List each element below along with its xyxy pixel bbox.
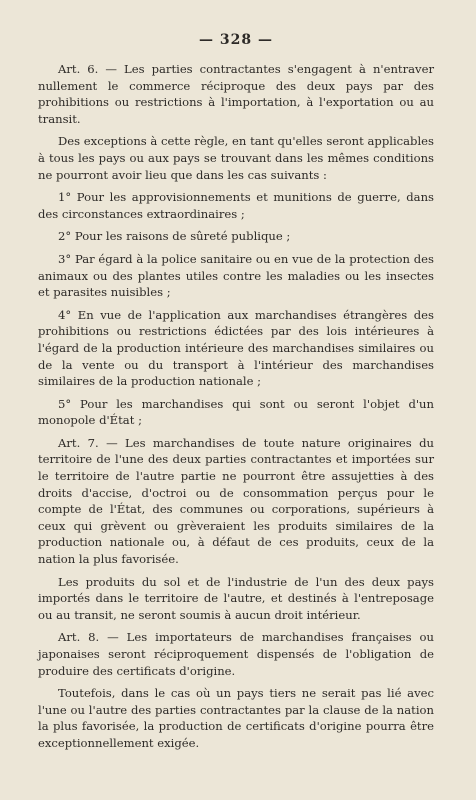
- exception-item-5: 5° Pour les marchandises qui sont ou seront l'objet d'un monopole d'État ;: [38, 396, 434, 428]
- article-7-paragraph: Art. 7. — Les marchandises de toute nature originaires du territoire de l'une des deux parties contractantes et importées sur le territoire de l'autre partie ne pourront être assujetties à des droits d'accise, d'octroi ou de consommation perçus pour le compte de l'État, des communes ou corporations, supérieurs à ceux qui grèvent ou grèveraient les produits similaires de la production nationale ou, à défaut de ces produits, ceux de la nation la plus favorisée.: [38, 435, 434, 567]
- products-paragraph: Les produits du sol et de l'industrie de l'un des deux pays importés dans le territoire de l'autre, et destinés à l'entreposage ou au transit, ne seront soumis à aucun droit intérieur.: [38, 574, 434, 622]
- exception-item-4: 4° En vue de l'application aux marchandises étrangères des prohibitions ou restrictions édictées par des lois intérieures à l'égard de la production intérieure des marchandises similaires ou de la vente ou du transport à l'intérieur des marchandises similaires de la production nationale ;: [38, 307, 434, 389]
- exception-origin-paragraph: Toutefois, dans le cas où un pays tiers ne serait pas lié avec l'une ou l'autre des parties contractantes par la clause de la nation la plus favorisée, la production de certificats d'origine pourra être exceptionnellement exigée.: [38, 686, 434, 750]
- exception-item-1: 1° Pour les approvisionnements et munitions de guerre, dans des circonstances extraordinaires ;: [38, 190, 434, 221]
- document-body: [38, 61, 434, 752]
- article-6-paragraph: Art. 6. — Les parties contractantes s'engagent à n'entraver nullement le commerce réciproque des deux pays par des prohibitions ou restrictions à l'importation, à l'exportation ou au transit.: [38, 62, 434, 126]
- exception-item-3: 3° Par égard à la police sanitaire ou en vue de la protection des animaux ou des plantes utiles contre les maladies ou les insectes et parasites nuisibles ;: [38, 251, 434, 300]
- exception-item-2: 2° Pour les raisons de sûreté publique ;: [58, 229, 291, 244]
- exceptions-paragraph: Des exceptions à cette règle, en tant qu'elles seront applicables à tous les pays ou aux pays se trouvant dans les mêmes conditions ne pourront avoir lieu que dans les cas suivants :: [38, 134, 434, 182]
- page-number: — 328 —: [199, 32, 273, 48]
- article-8-paragraph: Art. 8. — Les importateurs de marchandises françaises ou japonaises seront réciproquement dispensés de l'obligation de produire des certificats d'origine.: [38, 630, 434, 678]
